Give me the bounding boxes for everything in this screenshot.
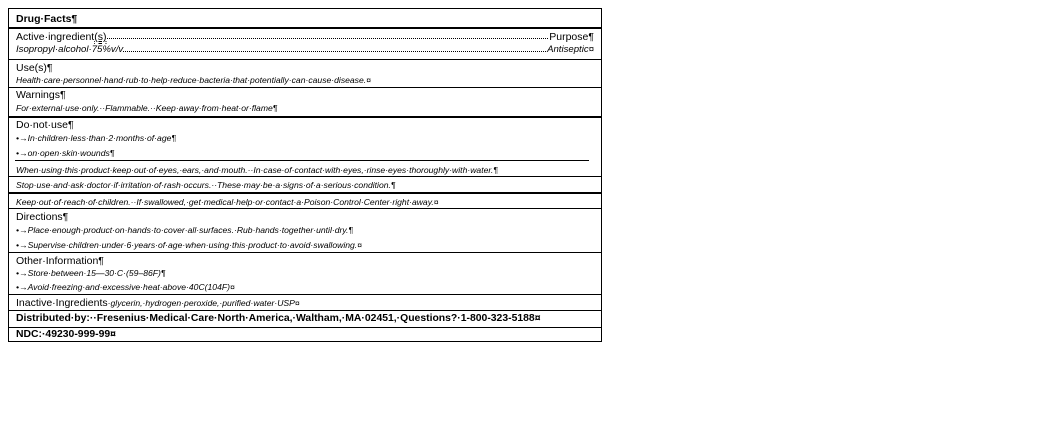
directions-rule: [9, 252, 601, 253]
do-not-use-heading: Do·not·use¶: [16, 119, 74, 131]
active-rule: [9, 59, 601, 60]
inactive-rule: [9, 310, 601, 311]
do-not-use-item: •→on·open·skin·wounds¶: [16, 148, 115, 158]
do-not-use-item: •→In·children·less·than·2·months·of·age¶: [16, 133, 176, 143]
stop-use-rule: [9, 192, 601, 194]
inactive-row: [16, 297, 300, 310]
directions-item: •→Place·enough·product·on·hands·to·cover·all·surfaces.·Rub·hands·together·until·dry.¶: [16, 225, 354, 235]
do-not-use-rule: [15, 160, 589, 161]
ndc-number: NDC:·49230-999-99¤: [16, 329, 116, 340]
active-suffix: (s): [94, 31, 107, 43]
distributed-rule: [9, 327, 601, 328]
title-rule: [9, 27, 601, 29]
drug-facts-label: [8, 8, 602, 342]
warnings-heading: Warnings¶: [16, 89, 66, 101]
uses-rule: [9, 87, 601, 88]
ingredient-name: Isopropyl·alcohol·75%v/v: [16, 44, 124, 55]
other-info-rule: [9, 294, 601, 295]
active-ingredient-row: [16, 44, 594, 56]
active-ingredient-heading: Active·ingredient(s): [16, 31, 107, 43]
other-info-item: •→Avoid·freezing·and·excessive·heat·above·40C(104F)¤: [16, 282, 235, 292]
distributed-by: Distributed·by:··Fresenius·Medical·Care·North·America,·Waltham,·MA·02451,·Questions?·1-800-323-5188¤: [16, 313, 541, 324]
uses-heading: Use(s)¶: [16, 62, 53, 74]
active-heading-row: [16, 31, 594, 43]
other-info-item: •→Store·between·15—30·C·(59–86F)¶: [16, 268, 166, 278]
keep-out-rule: [9, 208, 601, 209]
directions-item: •→Supervise·children·under·6·years·of·age·when·using·this·product·to·avoid·swallowing.¤: [16, 240, 362, 250]
warnings-text: For·external·use·only.··Flammable.··Keep·away·from·heat·or·flame¶: [16, 103, 278, 113]
inactive-heading: Inactive·Ingredients: [16, 297, 108, 309]
when-using-text: When·using·this·product·keep·out·of·eyes,·ears,·and·mouth.··In·case·of·contact·with·eyes,·rinse·eyes·thoroughly·with·water.¶: [16, 165, 498, 175]
stop-use-text: Stop·use·and·ask·doctor·if·irritation·of·rash·occurs.··These·may·be·a·signs·of·a·serious·condition.¶: [16, 180, 396, 190]
other-info-heading: Other·Information¶: [16, 255, 104, 267]
purpose-heading: Purpose¶: [549, 31, 594, 43]
directions-heading: Directions¶: [16, 211, 69, 223]
drug-facts-title: Drug·Facts¶: [16, 13, 78, 25]
when-using-rule: [9, 176, 601, 177]
inactive-text: ·glycerin,·hydrogen·peroxide,·purified·water·USP¤: [107, 298, 300, 308]
keep-out-text: Keep·out·of·reach·of·children.··If·swallowed,·get·medical·help·or·contact·a·Poison·Control·Center·right·away.¤: [16, 197, 439, 207]
ingredient-purpose: Antiseptic¤: [547, 44, 594, 55]
warnings-rule: [9, 116, 601, 118]
uses-text: Health·care·personnel·hand·rub·to·help·reduce·bacteria·that·potentially·can·cause·disease.¤: [16, 75, 371, 85]
